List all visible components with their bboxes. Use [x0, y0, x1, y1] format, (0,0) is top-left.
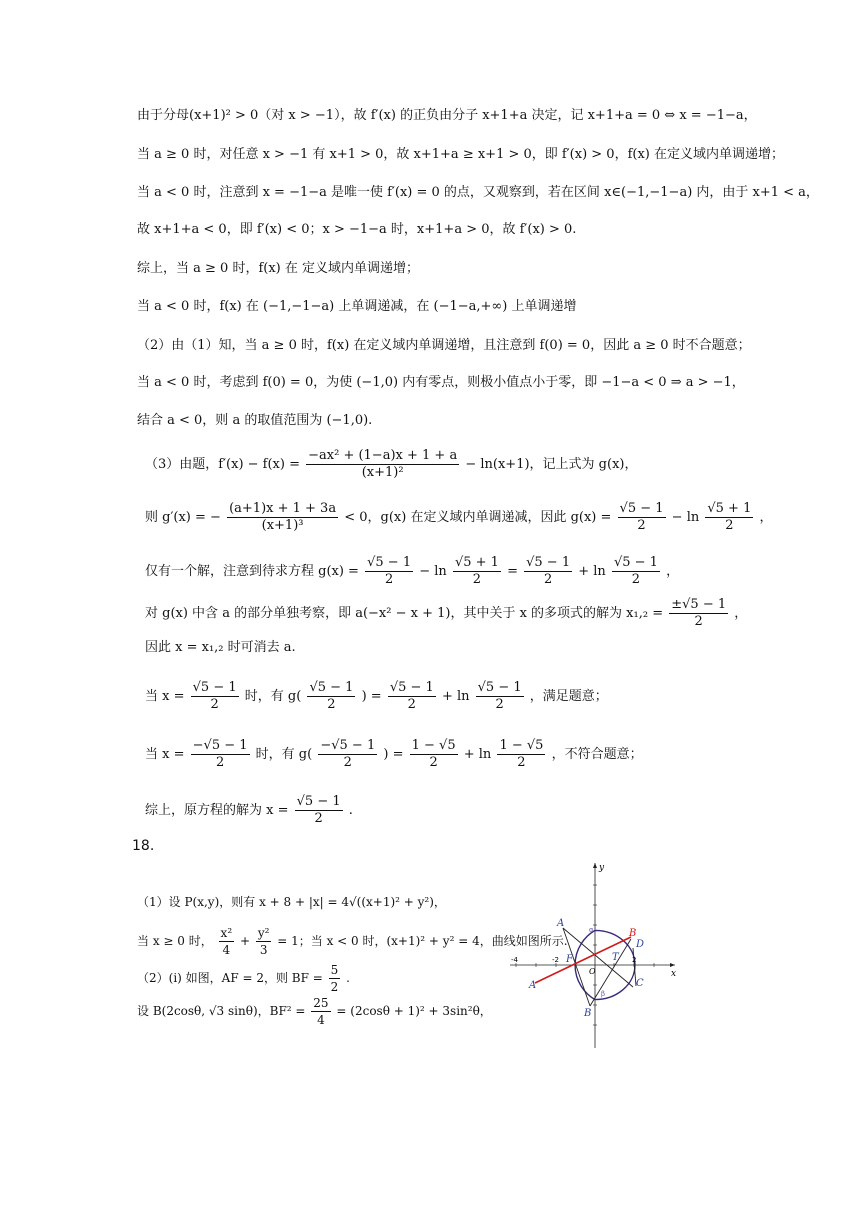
numerator: −√5 − 1 — [192, 738, 248, 753]
text: − ln(x+1)，记上式为 g(x)， — [465, 457, 638, 472]
part3-line-4 — [145, 597, 747, 630]
denominator: 2 — [314, 811, 323, 826]
text: ，满足题意； — [529, 689, 608, 704]
part3-line-1 — [145, 448, 637, 481]
fraction — [191, 738, 250, 771]
numerator: √5 − 1 — [309, 680, 354, 695]
fraction — [618, 501, 666, 534]
numerator: √5 − 1 — [192, 680, 237, 695]
text: ，不符合题意； — [551, 747, 643, 762]
label-c: C — [636, 978, 644, 989]
label-y: y — [599, 863, 605, 873]
text: ) = — [383, 747, 404, 762]
text-line-9: 结合 a < 0，则 a 的取值范围为 (−1,0). — [137, 413, 373, 428]
fraction — [191, 680, 239, 713]
q18-line-3 — [137, 962, 350, 995]
part3-line-3 — [145, 555, 679, 588]
text: + ln — [463, 747, 492, 762]
fraction — [669, 597, 728, 630]
numerator: √5 − 1 — [389, 680, 434, 695]
denominator: 2 — [472, 572, 482, 587]
numerator: ±√5 − 1 — [671, 597, 727, 612]
fraction — [256, 925, 272, 958]
numerator: (a+1)x + 1 + 3a — [229, 501, 337, 516]
text: = — [507, 564, 518, 579]
tick-label-2: 2 — [632, 956, 637, 964]
denominator: 2 — [631, 572, 641, 587]
numerator: √5 − 1 — [613, 555, 658, 570]
text: ) = — [361, 689, 382, 704]
label-b-lower: B — [584, 1008, 592, 1019]
label-o: O — [589, 967, 596, 976]
text: 对 g(x) 中含 a 的部分单独考察，即 a(−x² − x + 1)，其中关于 x 的多项式的解为 x₁,₂ = — [145, 606, 664, 621]
text-line-8: 当 a < 0 时，考虑到 f(0) = 0，为使 (−1,0) 内有零点，则极小值点小于零，即 −1−a < 0 ⇒ a > −1， — [137, 375, 745, 390]
text: 当 x = — [145, 689, 185, 704]
fraction — [705, 501, 753, 534]
fraction — [295, 794, 343, 827]
numerator: √5 + 1 — [454, 555, 499, 570]
denominator: 4 — [317, 1013, 325, 1027]
fraction — [306, 448, 459, 481]
denominator: (x+1)³ — [261, 518, 304, 533]
text-line-3: 当 a < 0 时，注意到 x = −1−a 是唯一使 f′(x) = 0 的点，又观察到，若在区间 x∈(−1,−1−a) 内，由于 x+1 < a， — [137, 185, 819, 200]
text: 设 B(2cosθ, √3 sinθ)，BF² = — [137, 1004, 306, 1018]
numerator: 25 — [313, 996, 329, 1010]
x-axis-arrow — [670, 963, 675, 967]
text: 时，有 g( — [255, 747, 313, 762]
denominator: 2 — [330, 980, 339, 994]
numerator: −ax² + (1−a)x + 1 + a — [308, 448, 458, 463]
text: − ln — [419, 564, 447, 579]
text: （3）由题，f′(x) − f(x) = — [145, 457, 300, 472]
label-f: F — [566, 954, 573, 965]
curve-figure — [505, 860, 680, 1050]
numerator: x² — [220, 926, 233, 940]
text: . — [348, 803, 353, 818]
denominator: 3 — [259, 943, 268, 957]
numerator: √5 − 1 — [296, 794, 341, 809]
text: 当 x = — [145, 747, 185, 762]
fraction — [476, 680, 524, 713]
fraction — [524, 555, 572, 588]
denominator: 2 — [517, 755, 526, 770]
numerator: 5 — [330, 963, 339, 977]
tick-label-neg4: -4 — [511, 956, 518, 964]
denominator: 2 — [637, 518, 646, 533]
label-t: T — [612, 952, 619, 963]
label-a-lower: A — [529, 980, 537, 991]
fraction — [318, 738, 377, 771]
numerator: √5 − 1 — [526, 555, 571, 570]
text: = (2cosθ + 1)² + 3sin²θ， — [336, 1004, 492, 1018]
numerator: −√5 − 1 — [320, 738, 376, 753]
text: . — [346, 971, 350, 985]
part3-line-5: 因此 x = x₁,₂ 时可消去 a. — [145, 640, 296, 655]
label-b: B — [629, 928, 637, 939]
text-line-2: 当 a ≥ 0 时，对任意 x > −1 有 x+1 > 0，故 x+1+a ≥ x+1 > 0，即 f′(x) > 0，f(x) 在定义域内单调递增； — [137, 147, 784, 162]
text: 综上，原方程的解为 x = — [145, 803, 289, 818]
label-beta: β — [601, 990, 606, 998]
text: + — [239, 934, 251, 948]
denominator: 2 — [543, 572, 553, 587]
text: 时，有 g( — [244, 689, 302, 704]
denominator: 2 — [210, 697, 219, 712]
fraction — [410, 738, 458, 771]
fraction — [365, 555, 413, 588]
numerator: √5 − 1 — [367, 555, 412, 570]
numerator: 1 − √5 — [499, 738, 544, 753]
text: − ln — [671, 510, 700, 525]
question-number: 18. — [132, 838, 155, 854]
denominator: 2 — [429, 755, 438, 770]
fraction — [219, 925, 235, 958]
text-line-4: 故 x+1+a < 0，即 f′(x) < 0；x > −1−a 时，x+1+a > 0，故 f′(x) > 0. — [137, 222, 577, 237]
text: 仅有一个解，注意到待求方程 g(x) = — [145, 564, 359, 579]
text-line-6: 当 a < 0 时，f(x) 在 (−1,−1−a) 上单调递减，在 (−1−a,+∞) 上单调递增 — [137, 299, 577, 314]
denominator: 2 — [384, 572, 394, 587]
denominator: 2 — [694, 614, 703, 629]
part3-line-6 — [145, 680, 608, 713]
text: = 1；当 x < 0 时，(x+1)² + y² = 4，曲线如图所示. — [277, 934, 568, 948]
text: + ln — [441, 689, 470, 704]
fraction — [497, 738, 545, 771]
fraction — [388, 680, 436, 713]
fraction — [329, 962, 341, 995]
y-axis-arrow — [593, 863, 597, 868]
text: < 0，g(x) 在定义域内单调递减，因此 g(x) = — [344, 510, 612, 525]
part3-line-2 — [145, 501, 773, 534]
fraction — [307, 680, 355, 713]
text: ， — [666, 564, 680, 579]
denominator: 4 — [222, 943, 231, 957]
text: ， — [759, 510, 773, 525]
fraction — [453, 555, 501, 588]
numerator: √5 − 1 — [477, 680, 522, 695]
q18-line-1: （1）设 P(x,y)，则有 x + 8 + |x| = 4√((x+1)² + y²)， — [137, 895, 446, 909]
text: （2）(i) 如图，AF = 2，则 BF = — [137, 971, 323, 985]
text: 当 x ≥ 0 时， — [137, 934, 213, 948]
denominator: 2 — [725, 518, 734, 533]
label-d: D — [636, 939, 645, 950]
numerator: 1 − √5 — [411, 738, 456, 753]
fraction — [311, 995, 330, 1028]
denominator: (x+1)² — [361, 465, 404, 480]
denominator: 2 — [343, 755, 352, 770]
part3-line-8 — [145, 794, 353, 827]
text-line-5: 综上，当 a ≥ 0 时，f(x) 在 定义域内单调递增； — [137, 261, 419, 276]
part3-line-7 — [145, 738, 643, 771]
q18-line-2 — [137, 925, 568, 958]
fraction — [227, 501, 338, 534]
fraction — [612, 555, 660, 588]
label-alpha: α — [589, 926, 594, 934]
q18-line-4 — [137, 995, 492, 1028]
chord-bd — [590, 939, 631, 1006]
numerator: √5 − 1 — [619, 501, 664, 516]
denominator: 2 — [407, 697, 416, 712]
text: 则 g′(x) = − — [145, 510, 221, 525]
denominator: 2 — [215, 755, 225, 770]
numerator: y² — [257, 926, 270, 940]
numerator: √5 + 1 — [707, 501, 752, 516]
label-x: x — [671, 969, 677, 979]
denominator: 2 — [495, 697, 504, 712]
text: ， — [734, 606, 748, 621]
text-line-7: （2）由（1）知，当 a ≥ 0 时，f(x) 在定义域内单调递增，且注意到 f(0) = 0，因此 a ≥ 0 时不合题意； — [137, 338, 751, 353]
text: + ln — [578, 564, 606, 579]
text-line-1: 由于分母(x+1)² > 0（对 x > −1），故 f′(x) 的正负由分子 x+1+a 决定，记 x+1+a = 0 ⇔ x = −1−a， — [137, 108, 757, 123]
label-a: A — [557, 918, 565, 929]
denominator: 2 — [327, 697, 336, 712]
tick-label-neg2: -2 — [552, 956, 559, 964]
